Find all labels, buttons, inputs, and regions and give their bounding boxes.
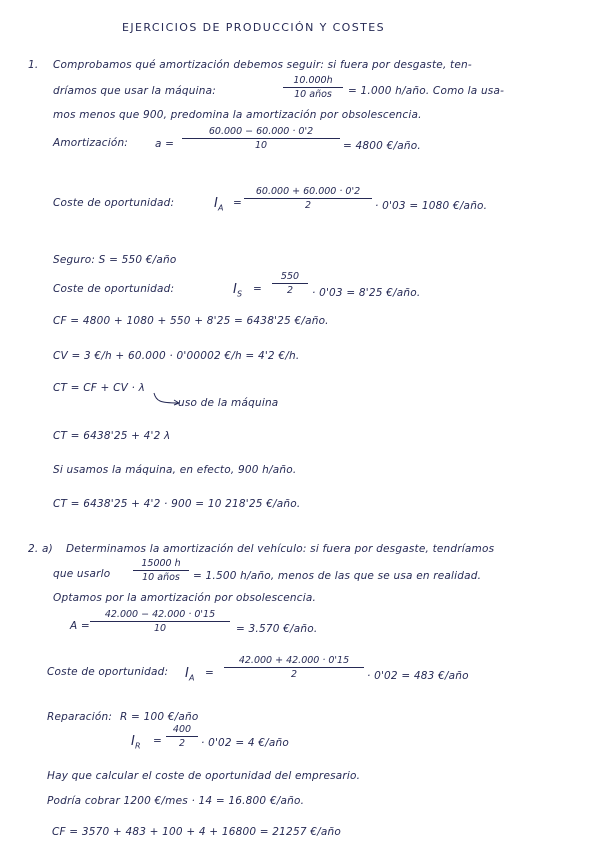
ex2-coste-oportunidad-label: Coste de oportunidad: [47,666,169,678]
ex1-amortizacion-result: = 4800 €/año. [343,140,421,152]
ex2-line-2a: que usarlo [53,568,111,580]
ex1-amortizacion-fraction [182,126,340,151]
ex1-amortizacion-denominator: 10 [254,140,268,151]
ex2-reparacion-value: R = 100 €/año [120,711,199,723]
ex1-usage-numerator: 10.000h [293,75,333,86]
exercise-2-number: 2. a) [28,543,53,555]
ex2-amortizacion-denominator: 10 [153,623,167,634]
ex2-cf: CF = 3570 + 483 + 100 + 4 + 16800 = 21257 €/año [52,826,341,838]
ex1-coste-oportunidad-eq: = [233,197,242,209]
ex1-cv: CV = 3 €/h + 60.000 · 0'00002 €/h = 4'2 €/h. [53,350,300,362]
ex2-amortizacion-numerator: 42.000 − 42.000 · 0'15 [104,609,216,620]
ex1-coste-oportunidad-2-result: · 0'03 = 8'25 €/año. [312,287,421,299]
ex1-line-2a: dríamos que usar la máquina: [53,85,216,97]
ex1-coste-oportunidad-fraction [244,186,372,211]
ex1-coste-oportunidad-2-var: $I_S$ [233,282,243,299]
ex1-coste-oportunidad-var: $I_A$ [214,196,224,213]
ex1-ct-3: CT = 6438'25 + 4'2 · 900 = 10 218'25 €/año. [53,498,301,510]
page-title: EJERCICIOS DE PRODUCCIÓN Y COSTES [122,21,385,34]
ex1-cf: CF = 4800 + 1080 + 550 + 8'25 = 6438'25 €/año. [53,315,329,327]
ex1-ct-2: CT = 6438'25 + 4'2 λ [53,430,171,442]
ex2-ir-var: $I_R$ [131,734,141,751]
ex2-ir-fraction [166,724,198,749]
ex2-usage-numerator: 15000 h [141,558,181,569]
ex1-uso-maquina-note: uso de la máquina [178,397,279,409]
ex2-coste-oportunidad-fraction [224,655,364,680]
ex1-seguro: Seguro: S = 550 €/año [53,254,177,266]
ex2-line-2b: = 1.500 h/año, menos de las que se usa en realidad. [193,570,482,582]
ex2-podria-cobrar: Podría cobrar 1200 €/mes · 14 = 16.800 €/año. [47,795,305,807]
ex1-coste-oportunidad-numerator: 60.000 + 60.000 · 0'2 [255,186,361,197]
ex1-coste-oportunidad-2-label: Coste de oportunidad: [53,283,175,295]
ex2-usage-denominator: 10 años [142,572,180,583]
ex1-usamos: Si usamos la máquina, en efecto, 900 h/año. [53,464,297,476]
ex2-amortizacion-var: A = [70,620,90,632]
ex2-coste-oportunidad-eq: = [205,667,214,679]
ex1-line-3: mos menos que 900, predomina la amortización por obsolescencia. [53,109,422,121]
ex1-coste-oportunidad-2-numerator: 550 [280,271,300,282]
ex1-amortizacion-numerator: 60.000 − 60.000 · 0'2 [208,126,314,137]
ex1-coste-oportunidad-denominator: 2 [304,200,312,211]
ex2-amortizacion-fraction [90,609,230,634]
ex2-usage-fraction [133,558,189,583]
ex1-coste-oportunidad-2-fraction [272,271,308,296]
ex1-usage-fraction [283,75,343,100]
ex1-line-2b: = 1.000 h/año. Como la usa- [348,85,505,97]
ex1-amortizacion-var: a = [155,138,175,150]
ex2-coste-oportunidad-var: $I_A$ [185,666,195,683]
ex1-coste-oportunidad-2-eq: = [253,283,262,295]
ex2-reparacion-label: Reparación: [47,711,113,723]
ex2-ir-eq: = [153,735,162,747]
ex2-ir-denominator: 2 [178,738,186,749]
ex2-hay-que: Hay que calcular el coste de oportunidad del empresario. [47,770,361,782]
ex1-usage-denominator: 10 años [294,89,332,100]
ex2-ir-result: · 0'02 = 4 €/año [201,737,290,749]
ex1-coste-oportunidad-result: · 0'03 = 1080 €/año. [375,200,488,212]
ex2-line-1: Determinamos la amortización del vehículo: si fuera por desgaste, tendríamos [66,543,495,555]
ex2-ir-numerator: 400 [172,724,192,735]
ex1-coste-oportunidad-2-denominator: 2 [286,285,294,296]
exercise-1-number: 1. [28,59,39,71]
ex2-coste-oportunidad-result: · 0'02 = 483 €/año [367,670,469,682]
ex2-coste-oportunidad-denominator: 2 [290,669,298,680]
ex1-ct: CT = CF + CV · λ [53,382,146,394]
ex1-coste-oportunidad-label: Coste de oportunidad: [53,197,175,209]
ex2-amortizacion-result: = 3.570 €/año. [236,623,318,635]
ex2-coste-oportunidad-numerator: 42.000 + 42.000 · 0'15 [238,655,350,666]
ex2-line-3: Optamos por la amortización por obsolescencia. [53,592,316,604]
ex1-amortizacion-label: Amortización: [53,137,129,149]
ex1-line-1: Comprobamos qué amortización debemos seguir: si fuera por desgaste, ten- [53,59,472,71]
